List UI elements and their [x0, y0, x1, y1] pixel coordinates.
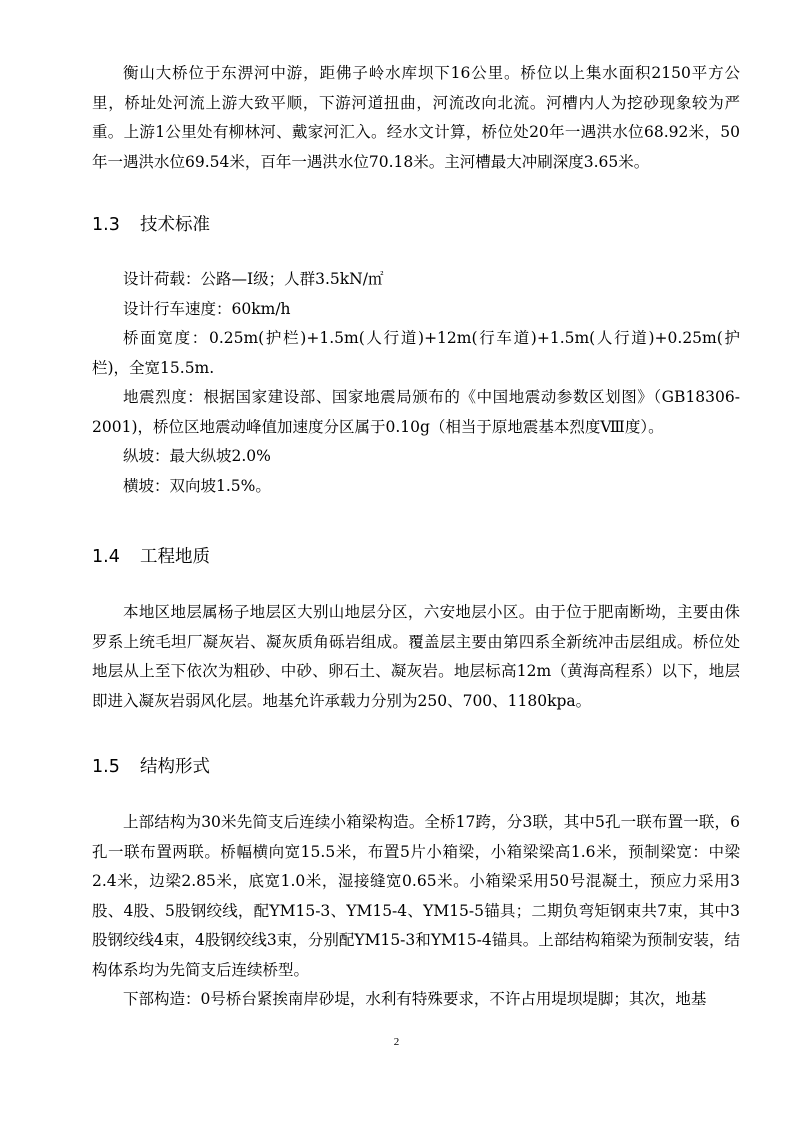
geology-section: [92, 598, 740, 716]
hydrology-section: [92, 59, 740, 177]
section-number: 1.5: [92, 757, 120, 777]
technical-standards-list: [92, 265, 740, 501]
longitudinal-slope-line: 纵坡：最大纵坡2.0%: [123, 447, 271, 465]
seismic-line: 地震烈度：根据国家建设部、国家地震局颁布的《中国地震动参数区划图》（GB18306-2001)，桥位区地震动峰值加速度分区属于0.10g（相当于原地震基本烈度Ⅷ度）。: [92, 388, 740, 436]
section-number: 1.3: [92, 215, 120, 235]
design-load-line: 设计荷载：公路—Ⅰ级；人群3.5kN/㎡: [123, 270, 384, 288]
section-number: 1.4: [92, 547, 120, 567]
superstructure-paragraph: 上部结构为30米先简支后连续小箱梁构造。全桥17跨，分3联，其中5孔一联布置一联，6孔一联布置两联。桥幅横向宽15.5米，布置5片小箱梁，小箱梁梁高1.6米，预制梁宽：中梁2.4米，边梁2.85米，底宽1.0米，湿接缝宽0.65米。小箱梁采用50号混凝土，预应力采用3股、4股、5股钢绞线，配YM15-3、YM15-4、YM15-5锚具；二期负弯矩钢束共7束，其中3股钢绞线4束，4股钢绞线3束，分别配YM15-3和YM15-4锚具。上部结构箱梁为预制安装，结构体系均为先简支后连续桥型。: [92, 813, 740, 979]
design-speed-line: 设计行车速度：60km/h: [123, 299, 291, 318]
hydrology-paragraph: 衡山大桥位于东淠河中游，距佛子岭水库坝下16公里。桥位以上集水面积2150平方公里，桥址处河流上游大致平顺，下游河道扭曲，河流改向北流。河槽内人为挖砂现象较为严重。上游1公里处有柳林河、戴家河汇入。经水文计算，桥位处20年一遇洪水位68.92米，50年一遇洪水位69.54米，百年一遇洪水位70.18米。主河槽最大冲刷深度3.65米。: [92, 64, 740, 171]
cross-slope-line: 横坡：双向坡1.5%。: [123, 476, 271, 495]
substructure-paragraph: 下部构造：0号桥台紧挨南岸砂堤，水利有特殊要求，不许占用堤坝堤脚；其次，地基: [123, 990, 707, 1008]
section-title: 工程地质: [140, 547, 210, 567]
section-heading-1-3: [92, 213, 210, 237]
section-title: 结构形式: [140, 757, 210, 777]
structure-section: [92, 808, 740, 1015]
deck-width-line: 桥面宽度：0.25m(护栏)+1.5m(人行道)+12m(行车道)+1.5m(人行道)+0.25m(护栏)，全宽15.5m.: [92, 329, 740, 377]
section-heading-1-4: [92, 545, 210, 569]
section-title: 技术标准: [140, 215, 210, 235]
section-heading-1-5: [92, 755, 210, 779]
geology-paragraph: 本地区地层属杨子地层区大别山地层分区，六安地层小区。由于位于肥南断坳，主要由侏罗系上统毛坦厂凝灰岩、凝灰质角砾岩组成。覆盖层主要由第四系全新统冲击层组成。桥位处地层从上至下依次为粗砂、中砂、卵石土、凝灰岩。地层标高12m（黄海高程系）以下，地层即进入凝灰岩弱风化层。地基允许承载力分别为250、700、1180kpa。: [92, 603, 740, 710]
page-number: 2: [393, 1036, 400, 1048]
